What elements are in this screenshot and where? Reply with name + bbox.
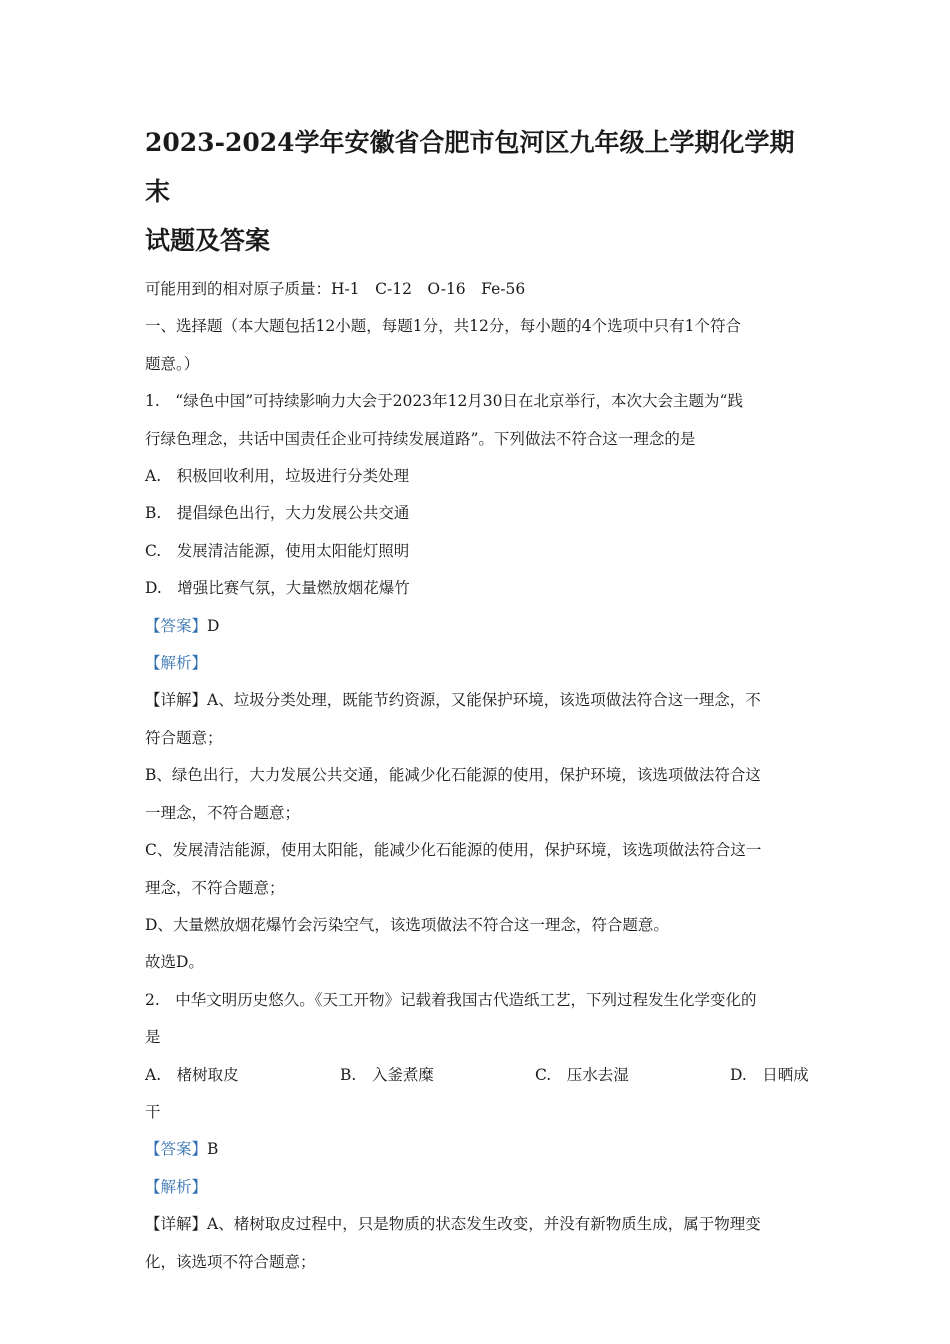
q2-analysis-tag: 【解析】 xyxy=(145,1177,208,1196)
q1-detail-tag: 【详解】 xyxy=(145,691,208,710)
section-1-heading-line-1: 一、选择题（本大题包括12小题，每题1分，共12分，每小题的4个选项中只有1个符合 xyxy=(145,317,742,336)
q1-option-d: D. 增强比赛气氛，大量燃放烟花爆竹 xyxy=(145,579,410,598)
q1-detail-a-text: A、垃圾分类处理，既能节约资源，又能保护环境，该选项做法符合这一理念，不 xyxy=(207,691,761,710)
q2-detail-a-text: A、楮树取皮过程中，只是物质的状态发生改变，并没有新物质生成，属于物理变 xyxy=(207,1215,761,1234)
title-line-1: 2023-2024学年安徽省合肥市包河区九年级上学期化学期末 xyxy=(145,128,795,206)
q1-answer-tag: 【答案】 xyxy=(145,616,208,635)
q1-detail-a-line-2: 符合题意； xyxy=(145,728,223,747)
q1-detail-b-line-1: B、绿色出行，大力发展公共交通，能减少化石能源的使用，保护环境，该选项做法符合这 xyxy=(145,766,761,785)
q2-option-d: D. 日晒成 xyxy=(730,1065,809,1084)
q2-analysis xyxy=(145,1169,810,1206)
document-title xyxy=(145,118,810,265)
q2-stem-line-1: 2. 中华文明历史悠久。《天工开物》记载着我国古代造纸工艺，下列过程发生化学变化的 xyxy=(145,990,757,1009)
q1-analysis xyxy=(145,645,810,682)
q2-options-row xyxy=(145,1057,810,1094)
q2-answer xyxy=(145,1131,810,1168)
q1-detail-c-line-2: 理念，不符合题意； xyxy=(145,878,285,897)
q1-answer xyxy=(145,608,810,645)
q1-option-b: B. 提倡绿色出行，大力发展公共交通 xyxy=(145,504,410,523)
q1-analysis-tag: 【解析】 xyxy=(145,654,208,673)
q2-detail-a-line-2: 化，该选项不符合题意； xyxy=(145,1252,316,1271)
q2-option-c: C. 压水去湿 xyxy=(535,1065,629,1084)
q2-option-d-continued: 干 xyxy=(145,1102,161,1121)
document-page xyxy=(145,118,810,1281)
q1-detail-b-line-2: 一理念，不符合题意； xyxy=(145,803,301,822)
q2-stem-line-2: 是 xyxy=(145,1028,161,1047)
title-line-2: 试题及答案 xyxy=(145,226,271,255)
q2-answer-value: B xyxy=(207,1140,219,1159)
q2-option-a: A. 楮树取皮 xyxy=(145,1065,239,1084)
q1-stem-line-2: 行绿色理念，共话中国责任企业可持续发展道路”。下列做法不符合这一理念的是 xyxy=(145,429,696,448)
q1-option-a: A. 积极回收利用，垃圾进行分类处理 xyxy=(145,467,410,486)
q1-answer-value: D xyxy=(207,616,220,635)
q2-option-b: B. 入釜煮糜 xyxy=(340,1065,434,1084)
q1-detail-d: D、大量燃放烟花爆竹会污染空气，该选项做法不符合这一理念，符合题意。 xyxy=(145,915,669,934)
q1-conclusion: 故选D。 xyxy=(145,953,204,972)
q1-detail-a-line-1 xyxy=(145,682,810,719)
q2-detail-a-line-1 xyxy=(145,1206,810,1243)
q1-option-c: C. 发展清洁能源，使用太阳能灯照明 xyxy=(145,541,410,560)
q2-answer-tag: 【答案】 xyxy=(145,1140,208,1159)
q1-detail-c-line-1: C、发展清洁能源，使用太阳能，能减少化石能源的使用，保护环境，该选项做法符合这一 xyxy=(145,841,762,860)
section-1-heading-line-2: 题意。） xyxy=(145,354,200,373)
q2-detail-tag: 【详解】 xyxy=(145,1215,208,1234)
q1-stem-line-1: 1. “绿色中国”可持续影响力大会于2023年12月30日在北京举行，本次大会主题为“践 xyxy=(145,392,743,411)
atomic-mass-note: 可能用到的相对原子质量：H-1 C-12 O-16 Fe-56 xyxy=(145,280,526,298)
